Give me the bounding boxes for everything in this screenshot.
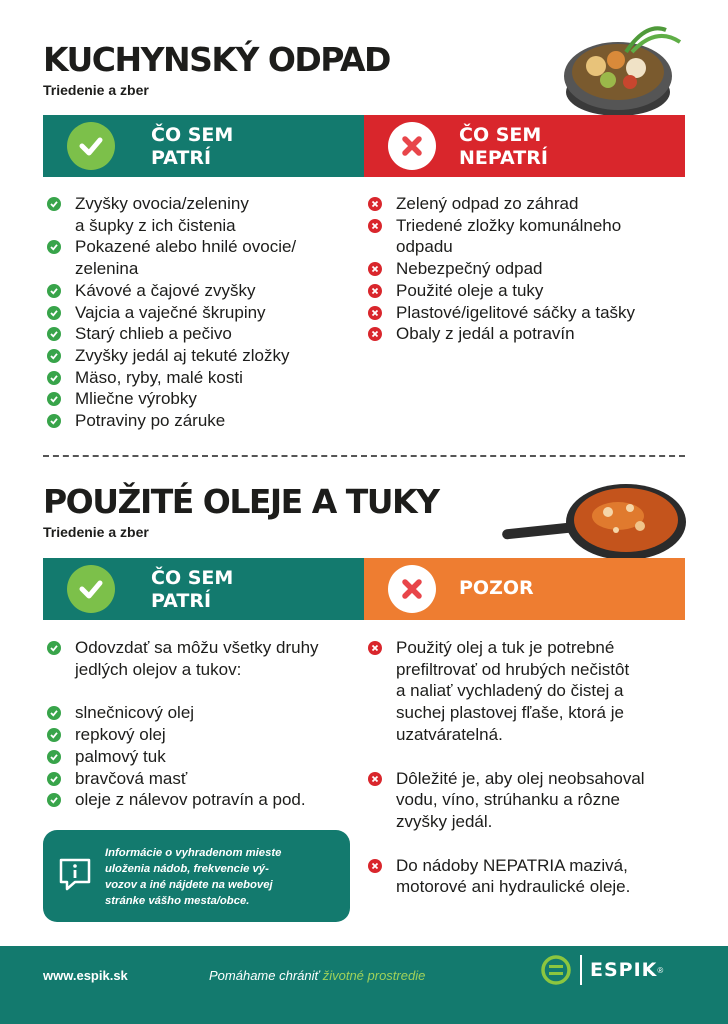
list-item: Obaly z jedál a potravín	[364, 323, 694, 345]
cross-icon	[368, 641, 382, 655]
list-item: Triedené zložky komunálneho odpadu	[364, 215, 694, 258]
list-item: Mliečne výrobky	[43, 388, 363, 410]
not-belongs-list	[364, 193, 694, 345]
check-icon	[47, 392, 61, 406]
cross-icon	[368, 306, 382, 320]
oils-belongs-header	[43, 558, 364, 620]
section-divider	[43, 455, 685, 457]
list-item: Zvyšky ovocia/zeleniny a šupky z ich čistenia	[43, 193, 363, 236]
list-item: palmový tuk	[43, 746, 363, 768]
cross-badge-icon	[388, 565, 436, 613]
check-icon	[47, 706, 61, 720]
espik-logo	[540, 954, 663, 986]
list-item: repkový olej	[43, 724, 363, 746]
check-icon	[47, 371, 61, 385]
list-item: Do nádoby NEPATRIA mazivá, motorové ani hydraulické oleje.	[364, 855, 704, 898]
logo-registered: ®	[657, 965, 664, 975]
check-icon	[47, 240, 61, 254]
list-item: Nebezpečný odpad	[364, 258, 694, 280]
list-item: Zelený odpad zo záhrad	[364, 193, 694, 215]
belongs-list	[43, 193, 363, 432]
warning-header	[364, 558, 685, 620]
list-item: oleje z nálevov potravín a pod.	[43, 789, 363, 811]
used-oils-title: POUŽITÉ OLEJE A TUKY	[43, 482, 439, 521]
list-item: Pokazené alebo hnilé ovocie/ zelenina	[43, 236, 363, 279]
check-icon	[47, 728, 61, 742]
list-item: slnečnicový olej	[43, 702, 363, 724]
not-belongs-label: ČO SEM NEPATRÍ	[459, 124, 548, 169]
list-item: Použité oleje a tuky	[364, 280, 694, 302]
list-item: Mäso, ryby, malé kosti	[43, 367, 363, 389]
info-speech-bubble-icon	[55, 854, 95, 894]
info-text: Informácie o vyhradenom mieste uloženia nádob, frekvencie vý- vozov a iné nájdete na webovej stránke vášho mesta/obce.	[105, 847, 282, 907]
belongs-header	[43, 115, 364, 177]
logo-separator	[580, 955, 582, 985]
oils-intro-item: Odovzdať sa môžu všetky druhy jedlých olejov a tukov:	[43, 637, 363, 680]
oils-belongs-list	[43, 637, 363, 811]
espik-logo-icon	[540, 954, 572, 986]
check-icon	[47, 772, 61, 786]
cross-icon	[368, 327, 382, 341]
check-icon	[47, 306, 61, 320]
not-belongs-header	[364, 115, 685, 177]
kitchen-waste-banner	[43, 115, 685, 177]
warning-label: POZOR	[459, 577, 534, 599]
list-item: bravčová masť	[43, 768, 363, 790]
list-item: Vajcia a vaječné škrupiny	[43, 302, 363, 324]
warning-list	[364, 637, 704, 898]
check-badge-icon	[67, 565, 115, 613]
kitchen-waste-section	[0, 0, 728, 450]
list-item: Potraviny po záruke	[43, 410, 363, 432]
list-item: Dôležité je, aby olej neobsahoval vodu, víno, strúhanku a rôzne zvyšky jedál.	[364, 768, 704, 833]
info-box	[43, 830, 350, 922]
belongs-label: ČO SEM PATRÍ	[151, 124, 234, 169]
footer	[0, 946, 728, 1024]
check-icon	[47, 414, 61, 428]
logo-name: ESPIK	[590, 959, 658, 981]
cross-icon	[368, 197, 382, 211]
check-icon	[47, 349, 61, 363]
cross-icon	[368, 262, 382, 276]
list-item: Plastové/igelitové sáčky a tašky	[364, 302, 694, 324]
list-item: Starý chlieb a pečivo	[43, 323, 363, 345]
list-item: Zvyšky jedál aj tekuté zložky	[43, 345, 363, 367]
used-oils-subtitle: Triedenie a zber	[43, 524, 149, 540]
check-icon	[47, 284, 61, 298]
cross-icon	[368, 772, 382, 786]
website-link[interactable]: www.espik.sk	[43, 968, 128, 983]
check-icon	[47, 327, 61, 341]
footer-slogan: Pomáhame chrániť životné prostredie	[209, 968, 426, 983]
kitchen-waste-title: KUCHYNSKÝ ODPAD	[43, 40, 390, 79]
check-icon	[47, 793, 61, 807]
oils-belongs-label: ČO SEM PATRÍ	[151, 567, 234, 612]
check-icon	[47, 750, 61, 764]
cross-icon	[368, 219, 382, 233]
compost-bowl-image	[556, 22, 686, 118]
check-icon	[47, 641, 61, 655]
list-item: Použitý olej a tuk je potrebné prefiltrovať od hrubých nečistôt a naliať vychladený do čistej a suchej plastovej fľaše, ktorá je uzatváratelná.	[364, 637, 704, 746]
list-item: Kávové a čajové zvyšky	[43, 280, 363, 302]
used-oils-banner	[43, 558, 685, 620]
cross-icon	[368, 859, 382, 873]
check-badge-icon	[67, 122, 115, 170]
check-icon	[47, 197, 61, 211]
frying-pan-image	[500, 470, 690, 562]
cross-badge-icon	[388, 122, 436, 170]
kitchen-waste-subtitle: Triedenie a zber	[43, 82, 149, 98]
cross-icon	[368, 284, 382, 298]
